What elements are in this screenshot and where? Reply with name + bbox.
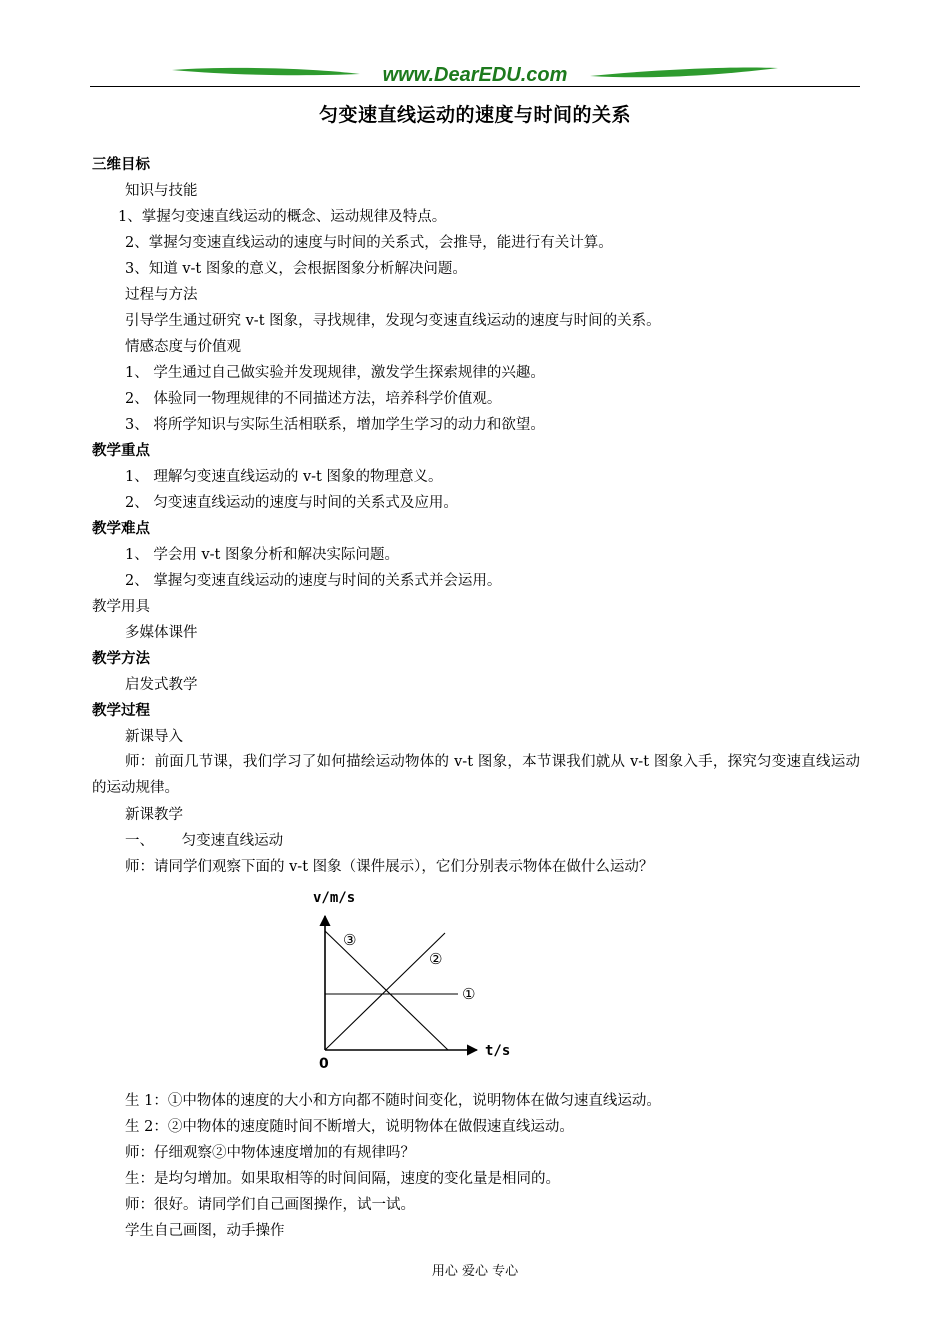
intro-paragraph: 师：前面几节课，我们学习了如何描绘运动物体的 v-t 图象，本节课我们就从 v-t 图象入手，探究匀变速直线运动的运动规律。 <box>92 754 860 796</box>
list-item: 2、 体验同一物理规律的不同描述方法，培养科学价值观。 <box>125 391 502 407</box>
list-item: 2、掌握匀变速直线运动的速度与时间的关系式，会推导，能进行有关计算。 <box>125 235 613 251</box>
list-item: 1、 理解匀变速直线运动的 v-t 图象的物理意义。 <box>125 469 443 485</box>
line-1-label: ① <box>462 985 476 1003</box>
subheading: 新课导入 <box>125 729 183 745</box>
numbered-heading: 一、 匀变速直线运动 <box>125 833 284 849</box>
list-item: 3、知道 v-t 图象的意义，会根据图象分析解决问题。 <box>125 261 467 277</box>
site-logo <box>170 62 780 88</box>
section-heading: 教学重点 <box>92 442 150 459</box>
subheading: 情感态度与价值观 <box>125 339 241 355</box>
body-text: 多媒体课件 <box>125 625 198 641</box>
dialogue-line: 生 2：②中物体的速度随时间不断增大，说明物体在做假速直线运动。 <box>125 1119 574 1135</box>
body-text: 师：请同学们观察下面的 v-t 图象（课件展示），它们分别表示物体在做什么运动？ <box>125 859 654 875</box>
site-url: www.DearEDU.com <box>382 64 568 86</box>
dialogue-line: 师：很好。请同学们自己画图操作，试一试。 <box>125 1197 415 1213</box>
section-heading: 三维目标 <box>92 156 150 173</box>
line-2 <box>325 933 445 1050</box>
line-2-label: ② <box>429 950 443 968</box>
body-text: 引导学生通过研究 v-t 图象，寻找规律，发现匀变速直线运动的速度与时间的关系。 <box>125 313 661 329</box>
list-item: 1、 学会用 v-t 图象分析和解决实际问题。 <box>125 547 399 563</box>
section-heading: 教学难点 <box>92 520 150 537</box>
logo-swoosh-left <box>172 68 360 75</box>
dialogue-line: 学生自己画图，动手操作 <box>125 1223 285 1239</box>
subheading: 过程与方法 <box>125 287 198 303</box>
section-heading: 教学用具 <box>92 599 150 615</box>
subheading: 知识与技能 <box>125 183 198 199</box>
dialogue-line: 师：仔细观察②中物体速度增加的有规律吗？ <box>125 1145 415 1161</box>
section-heading: 教学方法 <box>92 650 150 667</box>
y-axis-label: v/m/s <box>313 890 356 906</box>
header-rule <box>90 86 860 87</box>
page-title: 匀变速直线运动的速度与时间的关系 <box>318 104 631 126</box>
section-heading: 教学过程 <box>92 702 150 719</box>
list-item: 2、 掌握匀变速直线运动的速度与时间的关系式并会运用。 <box>125 573 502 589</box>
line-3-label: ③ <box>343 931 357 949</box>
dialogue-line: 生：是均匀增加。如果取相等的时间间隔，速度的变化量是相同的。 <box>125 1171 560 1187</box>
list-item: 1、掌握匀变速直线运动的概念、运动规律及特点。 <box>118 209 447 225</box>
vt-graph <box>305 880 535 1080</box>
list-item: 1、 学生通过自己做实验并发现规律，激发学生探索规律的兴趣。 <box>125 365 545 381</box>
x-axis-label: t/s <box>485 1043 511 1059</box>
list-item: 3、 将所学知识与实际生活相联系，增加学生学习的动力和欲望。 <box>125 417 545 433</box>
origin-label: 0 <box>319 1056 329 1072</box>
dialogue-line: 生 1：①中物体的速度的大小和方向都不随时间变化，说明物体在做匀速直线运动。 <box>125 1093 661 1109</box>
logo-swoosh-right <box>590 67 778 77</box>
subheading: 新课教学 <box>125 807 183 823</box>
body-text: 启发式教学 <box>125 677 198 693</box>
page-footer: 用心 爱心 专心 <box>431 1264 519 1279</box>
list-item: 2、 匀变速直线运动的速度与时间的关系式及应用。 <box>125 495 458 511</box>
